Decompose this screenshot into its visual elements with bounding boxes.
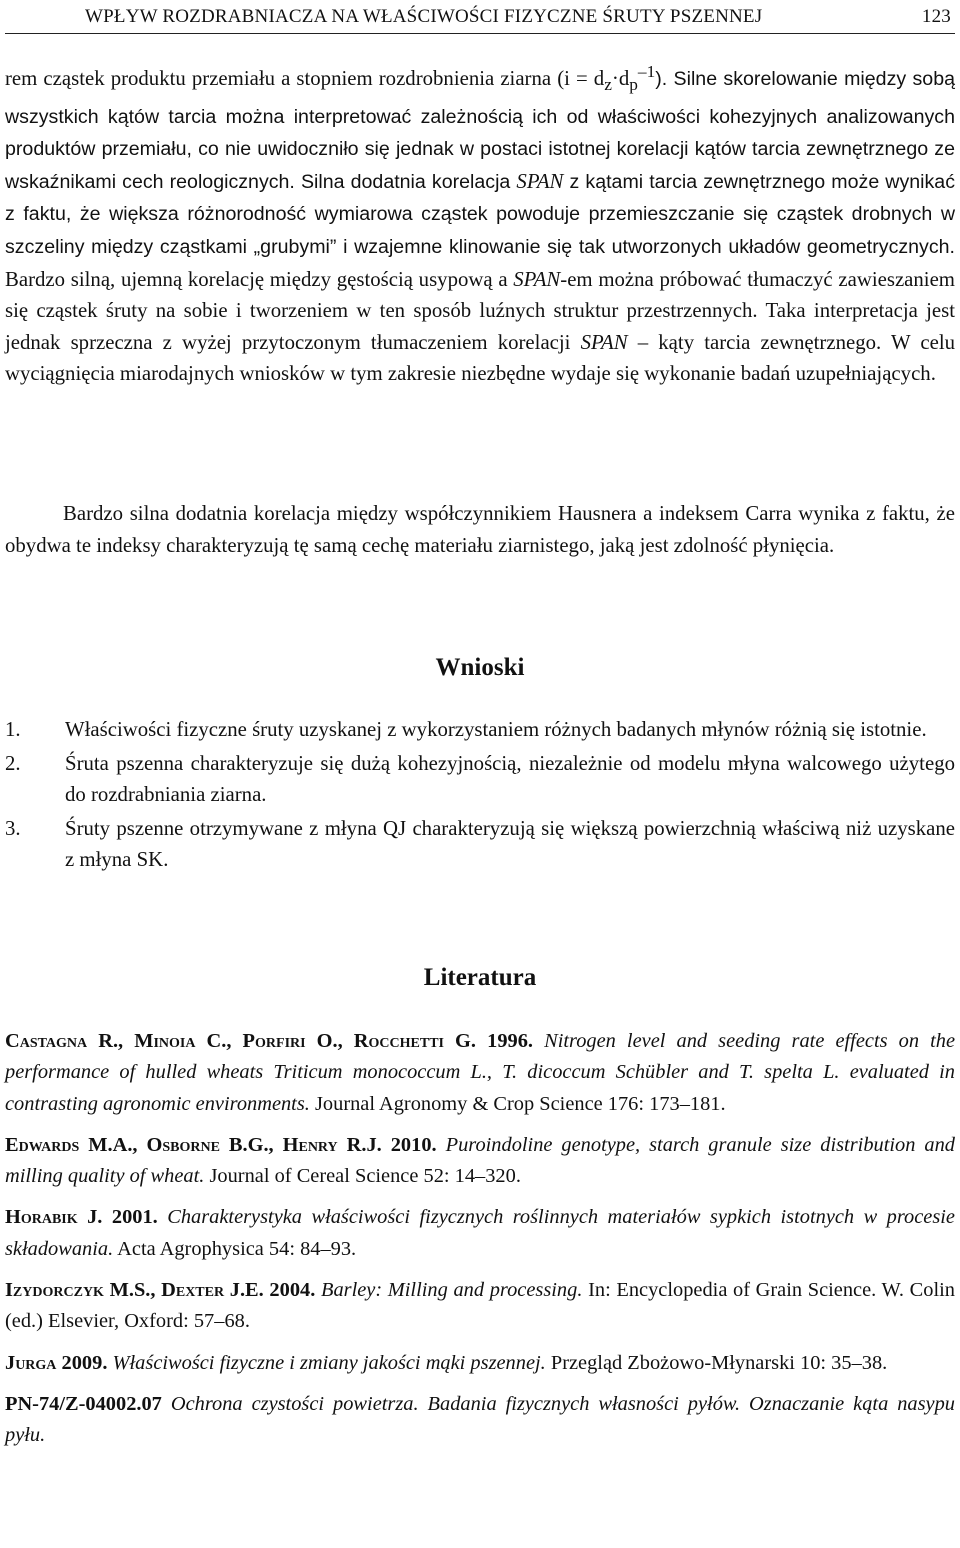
conclusion-item xyxy=(5,714,955,746)
span-term-1: SPAN xyxy=(516,169,564,193)
reference-source: Journal Agronomy & Crop Science 176: 173–181. xyxy=(315,1092,726,1115)
page-number: 123 xyxy=(921,6,951,27)
reference-title: Ochrona czystości powietrza. Badania fizycznych własności pyłów. Oznaczanie kąta nasypu pyłu. xyxy=(5,1392,956,1447)
reference-entry xyxy=(5,1275,955,1338)
references-list xyxy=(5,1026,955,1462)
references-heading: Literatura xyxy=(423,964,537,991)
conclusion-text: Właściwości fizyczne śruty uzyskanej z wykorzystaniem różnych badanych młynów różnią się istotnie. xyxy=(65,718,927,741)
reference-source: In: Encyclopedia of Grain Science. W. Colin (ed.) Elsevier, Oxford: 57–68. xyxy=(5,1279,955,1333)
reference-entry xyxy=(5,1348,955,1379)
reference-year: 2001. xyxy=(111,1206,158,1229)
reference-entry xyxy=(5,1026,955,1120)
conclusion-item xyxy=(5,748,955,811)
reference-year: 1996. xyxy=(487,1030,534,1052)
conclusion-number: 2. xyxy=(5,751,21,775)
reference-source: Acta Agrophysica 54: 84–93. xyxy=(117,1237,357,1260)
conclusions-list xyxy=(5,714,955,878)
conclusion-text: Śruta pszenna charakteryzuje się dużą kohezyjnością, niezależnie od modelu młyna walcowego użytego do rozdrabniania ziarna. xyxy=(65,751,955,807)
reference-entry xyxy=(5,1389,955,1452)
conclusions-heading: Wnioski xyxy=(435,654,525,681)
reference-title: Nitrogen level and seeding rate effects on the performance of hulled wheats Triticum monococcum L., T. dicoccum Schübler and T. spelta L. evaluated in contrasting agronomic environments. xyxy=(5,1030,956,1115)
conclusion-number: 1. xyxy=(5,718,21,741)
p1-sup: –1 xyxy=(637,62,656,81)
p1-text-b: ). Silne skorelowanie między sobą wszystkich kątów tarcia można interpretować zależnością ich od właściwości kohezyjnych analizowanych produktów przemiału, co nie uwidoczniło się jednak w postaci istotnej korelacji kątów tarcia zewnętrznego ze wskaźnikami cech reologicznych. Silna dodatnia korelacja xyxy=(5,67,955,193)
reference-entry xyxy=(5,1130,955,1193)
p1-sub-p: p xyxy=(629,75,638,95)
p1-text-a: rem cząstek produktu przemiału a stopniem rozdrobnienia ziarna (i = d xyxy=(5,66,605,90)
reference-title: Właściwości fizyczne i zmiany jakości mąki pszennej. xyxy=(112,1351,546,1374)
running-header xyxy=(5,3,955,34)
reference-authors: PN-74/Z-04002.07 xyxy=(5,1392,162,1415)
span-term-2: SPAN xyxy=(513,267,561,291)
reference-year: 2004. xyxy=(269,1279,316,1302)
body-paragraph-1 xyxy=(5,56,955,390)
conclusion-item xyxy=(5,813,955,876)
reference-title: Barley: Milling and processing. xyxy=(320,1279,583,1302)
reference-entry xyxy=(5,1202,955,1265)
running-header-title: WPŁYW ROZDRABNIACZA NA WŁAŚCIWOŚCI FIZYCZNE ŚRUTY PSZENNEJ xyxy=(85,6,763,27)
reference-source: Journal of Cereal Science 52: 14–320. xyxy=(209,1165,521,1188)
body-paragraph-2: Bardzo silna dodatnia korelacja między współczynnikiem Hausnera a indeksem Carra wynika z faktu, że obydwa te indeksy charakteryzują tę samą cechę materiału ziarnistego, jaką jest zdolność płynięcia. xyxy=(5,502,955,557)
p1-text-mid: ·d xyxy=(611,66,630,90)
reference-authors: Edwards M.A., Osborne B.G., Henry R.J. xyxy=(5,1133,382,1156)
reference-authors: Horabik J. xyxy=(5,1206,103,1229)
reference-title: Charakterystyka właściwości fizycznych roślinnych materiałów sypkich istotnych w procesie składowania. xyxy=(5,1206,955,1260)
conclusion-number: 3. xyxy=(5,816,21,840)
reference-authors: Izydorczyk M.S., Dexter J.E. xyxy=(5,1279,264,1302)
reference-year: 2010. xyxy=(390,1133,437,1156)
reference-source: Przegląd Zbożowo-Młynarski 10: 35–38. xyxy=(550,1351,888,1374)
p1-text-c: z kątami tarcia zewnętrznego może wynikać z faktu, że większa różnorodność wymiarowa cząstek powoduje przemieszczanie się cząstek drobnych w szczeliny między cząstkami „grubymi” i wzajemne klinowanie się tak utworzonych układów geometrycznych. xyxy=(5,170,955,259)
conclusion-text: Śruty pszenne otrzymywane z młyna QJ charakteryzują się większą powierzchnią właściwą niż uzyskane z młyna SK. xyxy=(65,816,955,872)
reference-authors: Jurga xyxy=(5,1351,57,1374)
p1-sub-z: z xyxy=(604,75,612,95)
reference-year: 2009. xyxy=(61,1351,108,1374)
p1-text-e: -em można próbować tłumaczyć zawieszaniem się cząstek śruty na sobie i tworzeniem w ten sposób luźnych struktur przestrzennych. Taka interpretacja jest jednak sprzeczna z wyżej przytoczonym tłumaczeniem korelacji xyxy=(5,267,955,354)
p1-text-d: Bardzo silną, ujemną korelację między gęstością usypową a xyxy=(5,267,514,291)
span-term-3: SPAN xyxy=(580,330,628,354)
p1-text-f: – kąty tarcia zewnętrznego. W celu wyciągnięcia miarodajnych wniosków w tym zakresie niezbędne wydaje się wykonanie badań uzupełniających. xyxy=(5,330,955,386)
reference-title: Puroindoline genotype, starch granule size distribution and milling quality of wheat. xyxy=(5,1133,955,1188)
reference-authors: Castagna R., Minoia C., Porfiri O., Rocchetti G. xyxy=(5,1030,477,1052)
